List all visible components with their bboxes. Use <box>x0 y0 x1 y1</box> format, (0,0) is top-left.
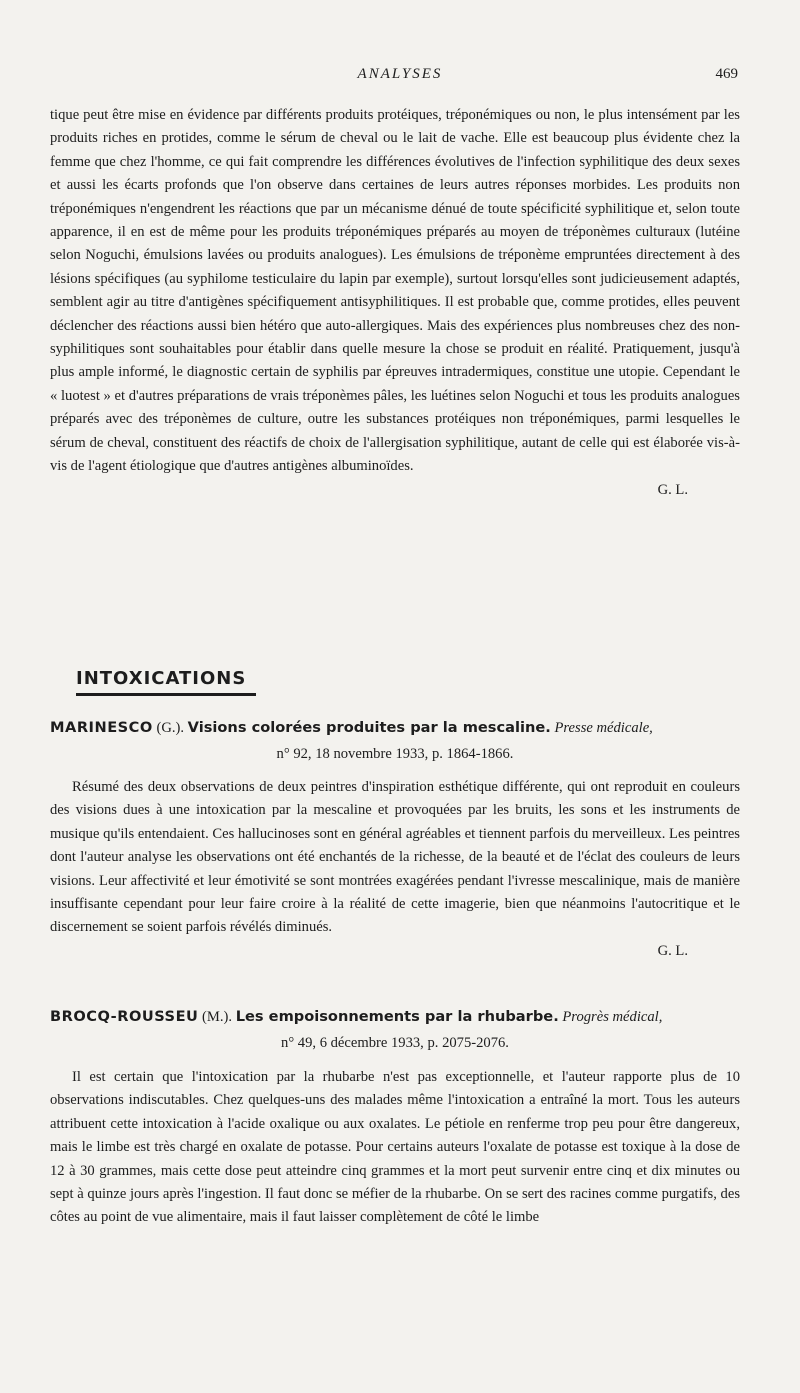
entry-author: BROCQ-ROUSSEU <box>50 1008 199 1025</box>
entry-text: Résumé des deux observations de deux peintres d'inspiration esthétique différente, qui ont reproduit en couleurs des visions dues à une intoxication par la mescaline et provoquées par les bruits, les sons et les instruments de musique qu'ils entendaient. Ces hallucinoses sont en général agréables et tiennent parfois du merveilleux. Les peintres dont l'auteur analyse les observations ont été enchantés de la richesse, de la beauté et de l'éclat des couleurs de leurs visions. Leur affectivité et leur émotivité se sont montrées exagérées pendant l'ivresse mescalinique, mais de manière insuffisante cependant pour leur faire croire à la réalité de cette imagerie, bien que néanmoins l'autocritique et le discernement se soient parfois révélés diminués. <box>50 779 740 936</box>
section-title: INTOXICATIONS <box>76 668 247 689</box>
entry-title: Visions colorées produites par la mescaline. <box>187 719 551 736</box>
signature: G. L. <box>657 481 688 498</box>
signature: G. L. <box>657 942 688 959</box>
entry-citation: n° 92, 18 novembre 1933, p. 1864-1866. <box>276 746 514 762</box>
entry-body <box>50 776 740 963</box>
entry-journal: Presse médicale, <box>554 720 653 736</box>
continuation-text: tique peut être mise en évidence par différents produits protéiques, tréponémiques ou non, le plus intensément par les produits riches en protides, comme le sérum de cheval ou le lait de vache. Elle est beaucoup plus évidente chez la femme que chez l'homme, ce qui fait comprendre les différences évolutives de l'infection syphilitique des deux sexes et aussi les écarts profonds que l'on observe dans certaines de leurs autres réponses morbides. Les produits non tréponémiques n'engendrent les réactions que par un mécanisme dénué de toute spécificité syphilitique et, selon toute apparence, il en est de même pour les produits tréponémiques préparés au moyen de tréponèmes culturaux (lutéine selon Noguchi, émulsions lavées ou produits analogues). Les émulsions de tréponème empruntées directement à des lésions spécifiques (au syphilome testiculaire du lapin par exemple), surtout lorsqu'elles sont judicieusement adaptés, semblent agir au titre d'antigènes spécifiquement antisyphilitiques. Il est probable que, comme protides, elles peuvent déclencher des réactions aussi bien hétéro que auto-allergiques. Mais des expériences plus nombreuses chez des non-syphilitiques sont souhaitables pour établir dans quelle mesure la chose se produit en réalité. Pratiquement, jusqu'à plus ample informé, le diagnostic certain de syphilis par épreuves intradermiques, constitue une utopie. Cependant le « luotest » et d'autres préparations de vrais tréponèmes pâles, les luétines selon Noguchi et tous les produits analogues préparés avec des tréponèmes de culture, outre les substances protéiques non tréponémiques, parmi lesquelles le sérum de cheval, constituent des réactifs de choix de l'allergisation syphilitique, autant de celle qui est élaborée vis-à-vis de l'agent étiologique que d'autres antigènes albuminoïdes. <box>50 107 740 475</box>
entry-body <box>50 1066 740 1230</box>
entry-journal: Progrès médical, <box>562 1009 663 1025</box>
entry-author: MARINESCO <box>50 719 153 736</box>
continuation-paragraph <box>50 104 740 502</box>
running-head <box>0 66 800 88</box>
entry-initials: (G.). <box>156 720 185 736</box>
running-title: ANALYSES <box>357 66 443 82</box>
entry-initials: (M.). <box>202 1009 233 1025</box>
page-number: 469 <box>715 66 738 82</box>
entry-citation: n° 49, 6 décembre 1933, p. 2075-2076. <box>281 1035 509 1051</box>
entry-text: Il est certain que l'intoxication par la rhubarbe n'est pas exceptionnelle, et l'auteur rapporte plus de 10 observations indiscutables. Chez quelques-uns des malades même l'intoxication a entraîné la mort. Tous les auteurs attribuent cette intoxication à l'acide oxalique ou aux oxalates. Le pétiole en renferme trop peu pour être dangereux, mais le limbe est très chargé en oxalate de potasse. Pour certains auteurs l'oxalate de potasse est toxique à la dose de 12 à 30 grammes, mais cette dose peut atteindre cinq grammes et la mort peut survenir entre cinq et dix minutes ou sept à quinze jours après l'ingestion. Il faut donc se méfier de la rhubarbe. On se sert des racines comme purgatifs, des côtes au point de vue alimentaire, mais il faut laisser complètement de côté le limbe <box>50 1069 740 1226</box>
section-underline <box>76 693 256 696</box>
entry-heading <box>50 1005 740 1055</box>
entry-heading <box>50 716 740 766</box>
entry-title: Les empoisonnements par la rhubarbe. <box>235 1008 559 1025</box>
